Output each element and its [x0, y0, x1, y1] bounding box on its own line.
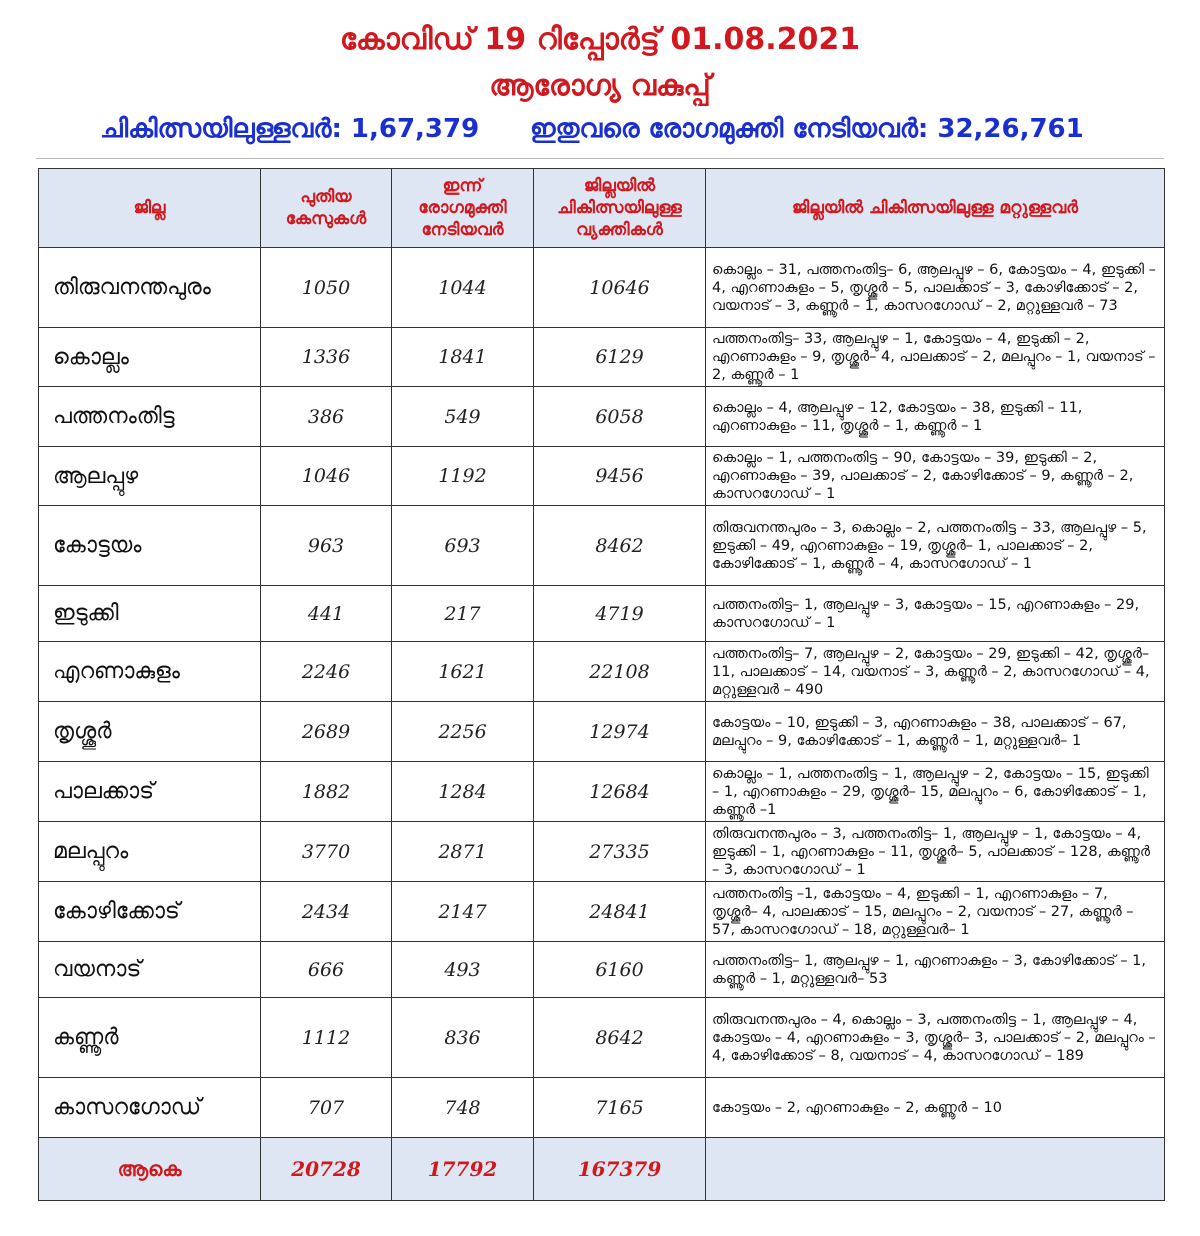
new-cases-cell: 1112 [261, 998, 392, 1078]
district-cell: എറണാകുളം [39, 642, 261, 702]
table-row [39, 822, 1165, 882]
total-in-treatment: 167379 [534, 1138, 706, 1201]
district-cell: തൃശ്ശൂർ [39, 702, 261, 762]
new-cases-cell: 1050 [261, 248, 392, 328]
table-row [39, 328, 1165, 387]
others-cell: പത്തനംതിട്ട– 1, ആലപ്പുഴ – 3, കോട്ടയം – 15, എറണാകുളം – 29, കാസറഗോഡ് – 1 [706, 586, 1165, 642]
others-cell: പത്തനംതിട്ട– 7, ആലപ്പുഴ – 2, കോട്ടയം – 29, ഇടുക്കി – 42, തൃശ്ശൂർ– 11, പാലക്കാട് – 14, വയനാട് – 3, കണ്ണൂർ – 2, കാസറഗോഡ് – 4, മറ്റുള്ളവർ – 490 [706, 642, 1165, 702]
recovered-total-stat: ഇതുവരെ രോഗമുക്തി നേടിയവർ: 32,26,761 [530, 114, 1084, 144]
recovered-cell: 1841 [392, 328, 534, 387]
recovered-cell: 493 [392, 942, 534, 998]
table-row [39, 998, 1165, 1078]
new-cases-cell: 1046 [261, 447, 392, 506]
recovered-cell: 549 [392, 387, 534, 447]
others-cell: കൊല്ലം – 1, പത്തനംതിട്ട – 90, കോട്ടയം – 39, ഇടുക്കി – 2, എറണാകുളം – 39, പാലക്കാട് – 2, കോഴിക്കോട് – 9, കണ്ണൂർ – 2, കാസറഗോഡ് – 1 [706, 447, 1165, 506]
recovered-cell: 1044 [392, 248, 534, 328]
recovered-cell: 748 [392, 1078, 534, 1138]
treatment-cell: 6160 [534, 942, 706, 998]
district-cell: തിരുവനന്തപുരം [39, 248, 261, 328]
table-row [39, 248, 1165, 328]
recovered-cell: 2147 [392, 882, 534, 942]
recovered-cell: 1192 [392, 447, 534, 506]
table-row [39, 586, 1165, 642]
new-cases-cell: 441 [261, 586, 392, 642]
district-cell: പാലക്കാട് [39, 762, 261, 822]
treatment-cell: 24841 [534, 882, 706, 942]
treatment-cell: 8462 [534, 506, 706, 586]
new-cases-cell: 386 [261, 387, 392, 447]
others-cell: പത്തനംതിട്ട– 1, ആലപ്പുഴ – 1, എറണാകുളം – 3, കോഴിക്കോട് – 1, കണ്ണൂർ – 1, മറ്റുള്ളവർ– 53 [706, 942, 1165, 998]
header-recovered-today: ഇന്ന് രോഗമുക്തി നേടിയവർ [392, 169, 534, 248]
new-cases-cell: 1882 [261, 762, 392, 822]
recovered-cell: 1621 [392, 642, 534, 702]
others-cell: കൊല്ലം – 1, പത്തനംതിട്ട – 1, ആലപ്പുഴ – 2, കോട്ടയം – 15, ഇടുക്കി – 1, എറണാകുളം – 29, തൃശ്ശൂർ– 15, മലപ്പുറം – 6, കോഴിക്കോട് – 1, കണ്ണൂർ –1 [706, 762, 1165, 822]
header-in-treatment: ജില്ലയിൽ ചികിത്സയിലുള്ള വ്യക്തികൾ [534, 169, 706, 248]
divider [36, 158, 1164, 159]
treatment-cell: 27335 [534, 822, 706, 882]
treatment-cell: 6058 [534, 387, 706, 447]
others-cell: കൊല്ലം – 4, ആലപ്പുഴ – 12, കോട്ടയം – 38, ഇടുക്കി – 11, എറണാകുളം – 11, തൃശ്ശൂർ – 1, കണ്ണൂർ – 1 [706, 387, 1165, 447]
header-others: ജില്ലയിൽ ചികിത്സയിലുള്ള മറ്റുള്ളവർ [706, 169, 1165, 248]
table-row [39, 882, 1165, 942]
treatment-cell: 6129 [534, 328, 706, 387]
treatment-cell: 9456 [534, 447, 706, 506]
treatment-cell: 12684 [534, 762, 706, 822]
others-cell: കോട്ടയം – 10, ഇടുക്കി – 3, എറണാകുളം – 38, പാലക്കാട് – 67, മലപ്പുറം – 9, കോഴിക്കോട് – 1, കണ്ണൂർ – 1, മറ്റുള്ളവർ– 1 [706, 702, 1165, 762]
total-recovered: 17792 [392, 1138, 534, 1201]
table-row [39, 1078, 1165, 1138]
district-cell: പത്തനംതിട്ട [39, 387, 261, 447]
district-cell: വയനാട് [39, 942, 261, 998]
district-cell: കാസറഗോഡ് [39, 1078, 261, 1138]
table-row [39, 506, 1165, 586]
table-row [39, 387, 1165, 447]
others-cell: കൊല്ലം – 31, പത്തനംതിട്ട– 6, ആലപ്പുഴ – 6, കോട്ടയം – 4, ഇടുക്കി – 4, എറണാകുളം – 5, തൃശ്ശൂർ – 5, പാലക്കാട് – 3, കോഴിക്കോട് – 2, വയനാട് – 3, കണ്ണൂർ – 1, കാസറഗോഡ് – 2, മറ്റുള്ളവർ – 73 [706, 248, 1165, 328]
treatment-cell: 12974 [534, 702, 706, 762]
new-cases-cell: 2434 [261, 882, 392, 942]
treatment-cell: 4719 [534, 586, 706, 642]
district-cell: ആലപ്പുഴ [39, 447, 261, 506]
total-row [39, 1138, 1165, 1201]
district-cell: കണ്ണൂർ [39, 998, 261, 1078]
total-new-cases: 20728 [261, 1138, 392, 1201]
district-cell: ഇടുക്കി [39, 586, 261, 642]
new-cases-cell: 963 [261, 506, 392, 586]
recovered-cell: 836 [392, 998, 534, 1078]
table-row [39, 942, 1165, 998]
new-cases-cell: 707 [261, 1078, 392, 1138]
new-cases-cell: 666 [261, 942, 392, 998]
header-new-cases: പുതിയ കേസുകൾ [261, 169, 392, 248]
recovered-cell: 217 [392, 586, 534, 642]
district-cell: കോഴിക്കോട് [39, 882, 261, 942]
header-district: ജില്ല [39, 169, 261, 248]
recovered-cell: 2256 [392, 702, 534, 762]
district-table [38, 168, 1165, 1201]
table-row [39, 642, 1165, 702]
table-header-row [39, 169, 1165, 248]
treatment-cell: 22108 [534, 642, 706, 702]
district-cell: കോട്ടയം [39, 506, 261, 586]
others-cell: കോട്ടയം – 2, എറണാകുളം – 2, കണ്ണൂർ – 10 [706, 1078, 1165, 1138]
recovered-cell: 693 [392, 506, 534, 586]
report-title: കോവിഡ് 19 റിപ്പോർട്ട് 01.08.2021 [339, 22, 861, 57]
total-label: ആകെ [39, 1138, 261, 1201]
recovered-cell: 2871 [392, 822, 534, 882]
others-cell: തിരുവനന്തപുരം – 4, കൊല്ലം – 3, പത്തനംതിട്ട – 1, ആലപ്പുഴ – 4, കോട്ടയം – 4, എറണാകുളം – 3, തൃശ്ശൂർ– 3, പാലക്കാട് – 2, മലപ്പുറം – 4, കോഴിക്കോട് – 8, വയനാട് – 4, കാസറഗോഡ് – 189 [706, 998, 1165, 1078]
under-treatment-stat: ചികിത്സയിലുള്ളവർ: 1,67,379 [100, 114, 480, 144]
others-cell: തിരുവനന്തപുരം – 3, പത്തനംതിട്ട– 1, ആലപ്പുഴ – 1, കോട്ടയം – 4, ഇടുക്കി – 1, എറണാകുളം – 11, തൃശ്ശൂർ– 5, പാലക്കാട് – 128, കണ്ണൂർ – 3, കാസറഗോഡ് – 1 [706, 822, 1165, 882]
table-row [39, 447, 1165, 506]
treatment-cell: 8642 [534, 998, 706, 1078]
treatment-cell: 10646 [534, 248, 706, 328]
district-cell: മലപ്പുറം [39, 822, 261, 882]
others-cell: തിരുവനന്തപുരം – 3, കൊല്ലം – 2, പത്തനംതിട്ട – 33, ആലപ്പുഴ – 5, ഇടുക്കി – 49, എറണാകുളം – 19, തൃശ്ശൂർ– 1, പാലക്കാട് – 2, കോഴിക്കോട് – 1, കണ്ണൂർ – 4, കാസറഗോഡ് – 1 [706, 506, 1165, 586]
department-subtitle: ആരോഗ്യ വകുപ്പ് [489, 68, 711, 102]
table-row [39, 762, 1165, 822]
new-cases-cell: 1336 [261, 328, 392, 387]
recovered-cell: 1284 [392, 762, 534, 822]
total-others-empty [706, 1138, 1165, 1201]
district-cell: കൊല്ലം [39, 328, 261, 387]
new-cases-cell: 3770 [261, 822, 392, 882]
others-cell: പത്തനംതിട്ട– 33, ആലപ്പുഴ – 1, കോട്ടയം – 4, ഇടുക്കി – 2, എറണാകുളം – 9, തൃശ്ശൂർ– 4, പാലക്കാട് – 2, മലപ്പുറം – 1, വയനാട് – 2, കണ്ണൂർ – 1 [706, 328, 1165, 387]
treatment-cell: 7165 [534, 1078, 706, 1138]
new-cases-cell: 2689 [261, 702, 392, 762]
new-cases-cell: 2246 [261, 642, 392, 702]
table-row [39, 702, 1165, 762]
others-cell: പത്തനംതിട്ട –1, കോട്ടയം – 4, ഇടുക്കി – 1, എറണാകുളം – 7, തൃശ്ശൂർ– 4, പാലക്കാട് – 15, മലപ്പുറം – 2, വയനാട് – 27, കണ്ണൂർ – 57, കാസറഗോഡ് – 18, മറ്റുള്ളവർ– 1 [706, 882, 1165, 942]
